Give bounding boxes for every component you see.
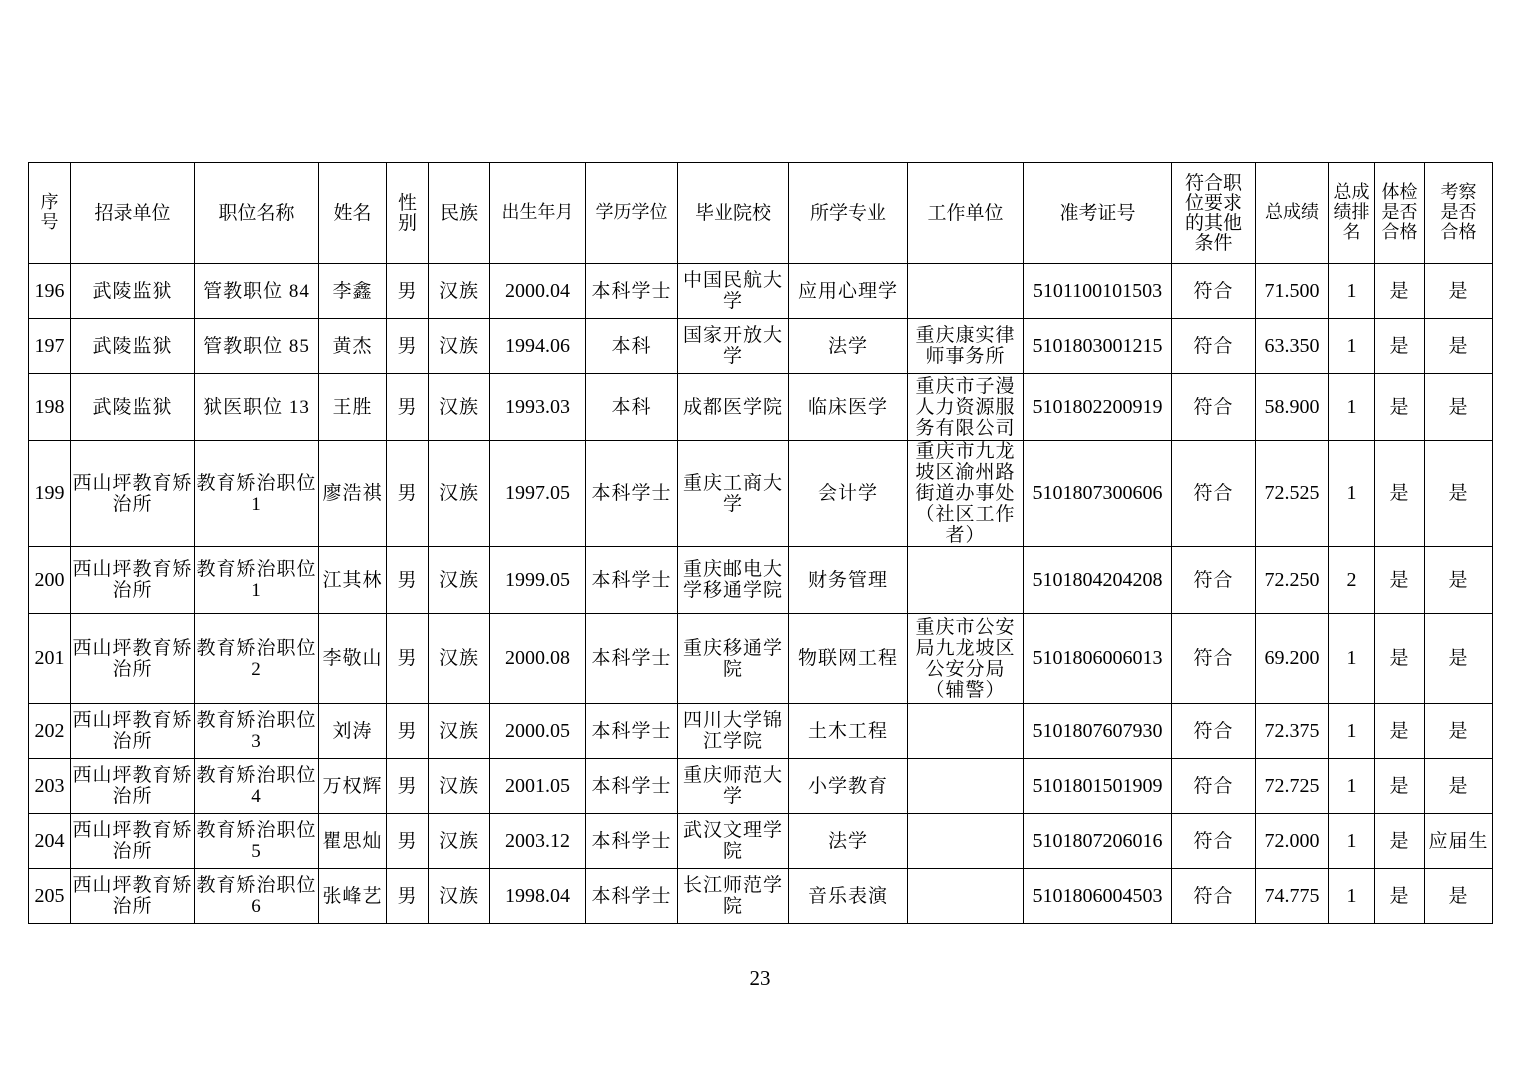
cell-medical-check: 是 — [1375, 869, 1425, 924]
header-index: 序号 — [29, 163, 71, 264]
cell-recruiting-unit: 武陵监狱 — [71, 264, 195, 319]
cell-inspection: 是 — [1425, 374, 1493, 441]
cell-graduate-school: 四川大学锦江学院 — [678, 704, 789, 759]
cell-index: 203 — [29, 759, 71, 814]
cell-exam-id: 5101807607930 — [1024, 704, 1172, 759]
cell-recruiting-unit: 西山坪教育矫治所 — [71, 547, 195, 614]
header-major: 所学专业 — [789, 163, 908, 264]
cell-other-conditions: 符合 — [1172, 374, 1256, 441]
header-birth-date: 出生年月 — [490, 163, 586, 264]
cell-birth-date: 1994.06 — [490, 319, 586, 374]
cell-major: 法学 — [789, 319, 908, 374]
cell-other-conditions: 符合 — [1172, 319, 1256, 374]
cell-gender: 男 — [387, 547, 429, 614]
cell-total-score: 72.375 — [1256, 704, 1329, 759]
cell-position-name: 教育矫治职位 1 — [195, 441, 319, 547]
table-row — [29, 441, 1493, 547]
cell-name: 黄杰 — [319, 319, 387, 374]
cell-gender: 男 — [387, 319, 429, 374]
cell-total-score: 71.500 — [1256, 264, 1329, 319]
cell-name: 瞿思灿 — [319, 814, 387, 869]
cell-total-score: 74.775 — [1256, 869, 1329, 924]
cell-other-conditions: 符合 — [1172, 759, 1256, 814]
cell-education: 本科学士 — [586, 264, 678, 319]
header-education: 学历学位 — [586, 163, 678, 264]
cell-index: 201 — [29, 614, 71, 704]
cell-position-name: 教育矫治职位 1 — [195, 547, 319, 614]
cell-position-name: 教育矫治职位 4 — [195, 759, 319, 814]
cell-education: 本科学士 — [586, 759, 678, 814]
header-other-conditions: 符合职位要求的其他条件 — [1172, 163, 1256, 264]
cell-gender: 男 — [387, 869, 429, 924]
cell-position-name: 教育矫治职位 6 — [195, 869, 319, 924]
cell-other-conditions: 符合 — [1172, 614, 1256, 704]
cell-total-score: 58.900 — [1256, 374, 1329, 441]
cell-inspection: 是 — [1425, 614, 1493, 704]
cell-education: 本科学士 — [586, 547, 678, 614]
cell-score-rank: 1 — [1329, 814, 1375, 869]
cell-name: 万权辉 — [319, 759, 387, 814]
cell-ethnicity: 汉族 — [429, 814, 490, 869]
cell-index: 197 — [29, 319, 71, 374]
header-gender: 性别 — [387, 163, 429, 264]
table-header-row — [29, 163, 1493, 264]
cell-work-unit — [908, 759, 1024, 814]
table-row — [29, 614, 1493, 704]
cell-name: 江其林 — [319, 547, 387, 614]
cell-graduate-school: 武汉文理学院 — [678, 814, 789, 869]
table-row — [29, 374, 1493, 441]
cell-inspection: 是 — [1425, 704, 1493, 759]
cell-index: 200 — [29, 547, 71, 614]
cell-birth-date: 2000.05 — [490, 704, 586, 759]
cell-name: 廖浩祺 — [319, 441, 387, 547]
cell-ethnicity: 汉族 — [429, 869, 490, 924]
cell-work-unit: 重庆市子漫人力资源服务有限公司 — [908, 374, 1024, 441]
cell-graduate-school: 重庆工商大学 — [678, 441, 789, 547]
cell-other-conditions: 符合 — [1172, 814, 1256, 869]
table-row — [29, 319, 1493, 374]
cell-ethnicity: 汉族 — [429, 547, 490, 614]
cell-position-name: 狱医职位 13 — [195, 374, 319, 441]
cell-index: 198 — [29, 374, 71, 441]
cell-gender: 男 — [387, 704, 429, 759]
cell-other-conditions: 符合 — [1172, 547, 1256, 614]
cell-graduate-school: 重庆师范大学 — [678, 759, 789, 814]
cell-position-name: 管教职位 85 — [195, 319, 319, 374]
cell-recruiting-unit: 西山坪教育矫治所 — [71, 814, 195, 869]
cell-other-conditions: 符合 — [1172, 441, 1256, 547]
cell-inspection: 是 — [1425, 759, 1493, 814]
table-row — [29, 264, 1493, 319]
cell-education: 本科学士 — [586, 441, 678, 547]
header-graduate-school: 毕业院校 — [678, 163, 789, 264]
cell-name: 张峰艺 — [319, 869, 387, 924]
table-row — [29, 814, 1493, 869]
cell-birth-date: 1997.05 — [490, 441, 586, 547]
cell-inspection: 是 — [1425, 869, 1493, 924]
cell-score-rank: 1 — [1329, 374, 1375, 441]
cell-exam-id: 5101806004503 — [1024, 869, 1172, 924]
cell-graduate-school: 重庆邮电大学移通学院 — [678, 547, 789, 614]
cell-ethnicity: 汉族 — [429, 374, 490, 441]
cell-name: 王胜 — [319, 374, 387, 441]
cell-education: 本科学士 — [586, 814, 678, 869]
cell-name: 李鑫 — [319, 264, 387, 319]
cell-inspection: 是 — [1425, 441, 1493, 547]
cell-recruiting-unit: 西山坪教育矫治所 — [71, 869, 195, 924]
cell-index: 199 — [29, 441, 71, 547]
cell-work-unit — [908, 869, 1024, 924]
cell-inspection: 是 — [1425, 264, 1493, 319]
header-position-name: 职位名称 — [195, 163, 319, 264]
cell-gender: 男 — [387, 441, 429, 547]
cell-education: 本科学士 — [586, 869, 678, 924]
cell-education: 本科学士 — [586, 704, 678, 759]
cell-recruiting-unit: 武陵监狱 — [71, 374, 195, 441]
cell-medical-check: 是 — [1375, 814, 1425, 869]
cell-total-score: 69.200 — [1256, 614, 1329, 704]
cell-medical-check: 是 — [1375, 547, 1425, 614]
cell-exam-id: 5101100101503 — [1024, 264, 1172, 319]
cell-work-unit — [908, 547, 1024, 614]
cell-medical-check: 是 — [1375, 759, 1425, 814]
cell-score-rank: 1 — [1329, 869, 1375, 924]
cell-index: 204 — [29, 814, 71, 869]
cell-recruiting-unit: 西山坪教育矫治所 — [71, 704, 195, 759]
cell-gender: 男 — [387, 814, 429, 869]
cell-score-rank: 1 — [1329, 704, 1375, 759]
cell-position-name: 教育矫治职位 2 — [195, 614, 319, 704]
cell-major: 财务管理 — [789, 547, 908, 614]
cell-position-name: 教育矫治职位 5 — [195, 814, 319, 869]
cell-birth-date: 2003.12 — [490, 814, 586, 869]
cell-birth-date: 1999.05 — [490, 547, 586, 614]
cell-other-conditions: 符合 — [1172, 869, 1256, 924]
cell-exam-id: 5101806006013 — [1024, 614, 1172, 704]
cell-index: 205 — [29, 869, 71, 924]
cell-other-conditions: 符合 — [1172, 264, 1256, 319]
cell-gender: 男 — [387, 759, 429, 814]
header-medical-check: 体检是否合格 — [1375, 163, 1425, 264]
cell-work-unit: 重庆市九龙坡区渝州路街道办事处（社区工作者） — [908, 441, 1024, 547]
cell-score-rank: 1 — [1329, 264, 1375, 319]
cell-ethnicity: 汉族 — [429, 319, 490, 374]
cell-birth-date: 2000.04 — [490, 264, 586, 319]
table-row — [29, 704, 1493, 759]
cell-inspection: 是 — [1425, 319, 1493, 374]
cell-total-score: 72.000 — [1256, 814, 1329, 869]
header-ethnicity: 民族 — [429, 163, 490, 264]
cell-inspection: 是 — [1425, 547, 1493, 614]
cell-score-rank: 1 — [1329, 614, 1375, 704]
table-row — [29, 869, 1493, 924]
cell-ethnicity: 汉族 — [429, 441, 490, 547]
cell-graduate-school: 中国民航大学 — [678, 264, 789, 319]
cell-inspection: 应届生 — [1425, 814, 1493, 869]
cell-score-rank: 1 — [1329, 759, 1375, 814]
cell-medical-check: 是 — [1375, 264, 1425, 319]
cell-total-score: 72.250 — [1256, 547, 1329, 614]
header-total-score: 总成绩 — [1256, 163, 1329, 264]
cell-birth-date: 1993.03 — [490, 374, 586, 441]
cell-total-score: 63.350 — [1256, 319, 1329, 374]
cell-education: 本科学士 — [586, 614, 678, 704]
header-name: 姓名 — [319, 163, 387, 264]
header-score-rank: 总成绩排名 — [1329, 163, 1375, 264]
page-number: 23 — [749, 966, 771, 990]
cell-ethnicity: 汉族 — [429, 759, 490, 814]
cell-recruiting-unit: 西山坪教育矫治所 — [71, 441, 195, 547]
cell-exam-id: 5101804204208 — [1024, 547, 1172, 614]
cell-gender: 男 — [387, 264, 429, 319]
cell-index: 196 — [29, 264, 71, 319]
cell-ethnicity: 汉族 — [429, 704, 490, 759]
cell-recruiting-unit: 西山坪教育矫治所 — [71, 759, 195, 814]
cell-exam-id: 5101807206016 — [1024, 814, 1172, 869]
cell-major: 土木工程 — [789, 704, 908, 759]
cell-medical-check: 是 — [1375, 441, 1425, 547]
cell-graduate-school: 长江师范学院 — [678, 869, 789, 924]
cell-major: 临床医学 — [789, 374, 908, 441]
cell-ethnicity: 汉族 — [429, 614, 490, 704]
cell-score-rank: 1 — [1329, 441, 1375, 547]
cell-other-conditions: 符合 — [1172, 704, 1256, 759]
cell-gender: 男 — [387, 614, 429, 704]
cell-major: 法学 — [789, 814, 908, 869]
cell-recruiting-unit: 西山坪教育矫治所 — [71, 614, 195, 704]
cell-medical-check: 是 — [1375, 614, 1425, 704]
cell-work-unit — [908, 704, 1024, 759]
cell-position-name: 管教职位 84 — [195, 264, 319, 319]
cell-recruiting-unit: 武陵监狱 — [71, 319, 195, 374]
cell-exam-id: 5101802200919 — [1024, 374, 1172, 441]
table-row — [29, 547, 1493, 614]
header-recruiting-unit: 招录单位 — [71, 163, 195, 264]
cell-graduate-school: 成都医学院 — [678, 374, 789, 441]
candidate-table — [28, 162, 1493, 924]
cell-exam-id: 5101807300606 — [1024, 441, 1172, 547]
cell-major: 小学教育 — [789, 759, 908, 814]
cell-graduate-school: 国家开放大学 — [678, 319, 789, 374]
header-work-unit: 工作单位 — [908, 163, 1024, 264]
cell-name: 刘涛 — [319, 704, 387, 759]
cell-total-score: 72.525 — [1256, 441, 1329, 547]
cell-work-unit — [908, 264, 1024, 319]
cell-ethnicity: 汉族 — [429, 264, 490, 319]
cell-exam-id: 5101801501909 — [1024, 759, 1172, 814]
cell-medical-check: 是 — [1375, 704, 1425, 759]
cell-major: 应用心理学 — [789, 264, 908, 319]
table-body — [29, 264, 1493, 924]
cell-index: 202 — [29, 704, 71, 759]
cell-education: 本科 — [586, 374, 678, 441]
cell-work-unit: 重庆康实律师事务所 — [908, 319, 1024, 374]
table-row — [29, 759, 1493, 814]
cell-name: 李敬山 — [319, 614, 387, 704]
cell-score-rank: 2 — [1329, 547, 1375, 614]
cell-score-rank: 1 — [1329, 319, 1375, 374]
cell-medical-check: 是 — [1375, 319, 1425, 374]
cell-major: 音乐表演 — [789, 869, 908, 924]
cell-birth-date: 1998.04 — [490, 869, 586, 924]
cell-exam-id: 5101803001215 — [1024, 319, 1172, 374]
header-exam-id: 准考证号 — [1024, 163, 1172, 264]
header-inspection: 考察是否合格 — [1425, 163, 1493, 264]
cell-total-score: 72.725 — [1256, 759, 1329, 814]
cell-work-unit — [908, 814, 1024, 869]
cell-birth-date: 2000.08 — [490, 614, 586, 704]
cell-major: 会计学 — [789, 441, 908, 547]
cell-major: 物联网工程 — [789, 614, 908, 704]
cell-education: 本科 — [586, 319, 678, 374]
cell-birth-date: 2001.05 — [490, 759, 586, 814]
cell-medical-check: 是 — [1375, 374, 1425, 441]
cell-position-name: 教育矫治职位 3 — [195, 704, 319, 759]
cell-gender: 男 — [387, 374, 429, 441]
cell-graduate-school: 重庆移通学院 — [678, 614, 789, 704]
cell-work-unit: 重庆市公安局九龙坡区公安分局（辅警） — [908, 614, 1024, 704]
